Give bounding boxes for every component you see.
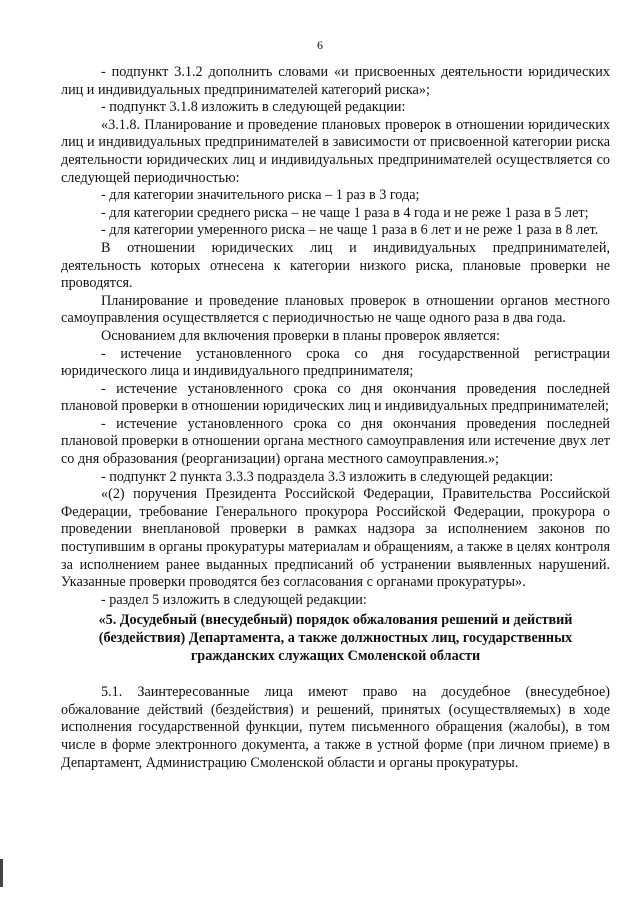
paragraph: Основанием для включения проверки в планы проверок является:: [101, 327, 500, 344]
paragraph: «3.1.8. Планирование и проведение плановых проверок в отношении юридических лиц и индивидуальных предпринимателей в зависимости от присвоенной категории риска деятельности юридических лиц и индивидуальных предпринимателей осуществляется со следующей периодичностью:: [61, 116, 610, 186]
paragraph: 5.1. Заинтересованные лица имеют право на досудебное (внесудебное) обжалование действий (бездействия) и решений, принятых (осуществляемых) в ходе исполнения государственной функции, путем письменного обращения (жалобы), в том числе в форме электронного документа, а также в устной форме (при личном приеме) в Департамент, Администрацию Смоленской области и органы прокуратуры.: [61, 684, 610, 771]
paragraph: - подпункт 3.1.8 изложить в следующей редакции:: [101, 99, 406, 116]
paragraph: - для категории значительного риска – 1 раз в 3 года;: [101, 187, 420, 204]
paragraph: В отношении юридических лиц и индивидуальных предпринимателей, деятельность которых отнесена к категории низкого риска, плановые проверки не проводятся.: [61, 239, 610, 292]
spacer: [61, 665, 610, 684]
document-body: [61, 64, 610, 772]
paragraph: Планирование и проведение плановых проверок в отношении органов местного самоуправления осуществляется с периодичностью не чаще одного раза в два года.: [61, 292, 610, 327]
section-heading: «5. Досудебный (внесудебный) порядок обжалования решений и действий (бездействия) Департамента, а также должностных лиц, государственных гражданских служащих Смоленской области: [98, 612, 573, 664]
page-number: 6: [317, 38, 323, 52]
paragraph: - для категории умеренного риска – не чаще 1 раза в 6 лет и не реже 1 раза в 8 лет.: [101, 222, 599, 239]
paragraph: - подпункт 2 пункта 3.3.3 подраздела 3.3 изложить в следующей редакции:: [101, 468, 554, 485]
paragraph: - раздел 5 изложить в следующей редакции:: [101, 591, 367, 608]
paragraph: - подпункт 3.1.2 дополнить словами «и присвоенных деятельности юридических лиц и индивидуальных предпринимателей категорий риска»;: [61, 64, 610, 98]
paragraph: - истечение установленного срока со дня государственной регистрации юридического лица и индивидуального предпринимателя;: [61, 345, 610, 380]
paragraph: - истечение установленного срока со дня окончания проведения последней плановой проверки в отношении органа местного самоуправления или истечение двух лет со дня образования (реорганизации) органа местного самоуправления.»;: [61, 415, 610, 468]
paragraph: - истечение установленного срока со дня окончания проведения последней плановой проверки в отношении юридических лиц и индивидуальных предпринимателей;: [61, 380, 610, 415]
paragraph: - для категории среднего риска – не чаще 1 раза в 4 года и не реже 1 раза в 5 лет;: [101, 204, 589, 221]
scan-edge-mark: [0, 859, 3, 887]
paragraph: «(2) поручения Президента Российской Федерации, Правительства Российской Федерации, требование Генерального прокурора Российской Федерации, прокурора о проведении внеплановой проверки в рамках надзора за исполнением законов по поступившим в органы прокуратуры материалам и обращениям, а также в целях контроля за исполнением ранее выданных предписаний об устранении выявленных нарушений. Указанные проверки проводятся без согласования с органами прокуратуры».: [61, 486, 610, 591]
